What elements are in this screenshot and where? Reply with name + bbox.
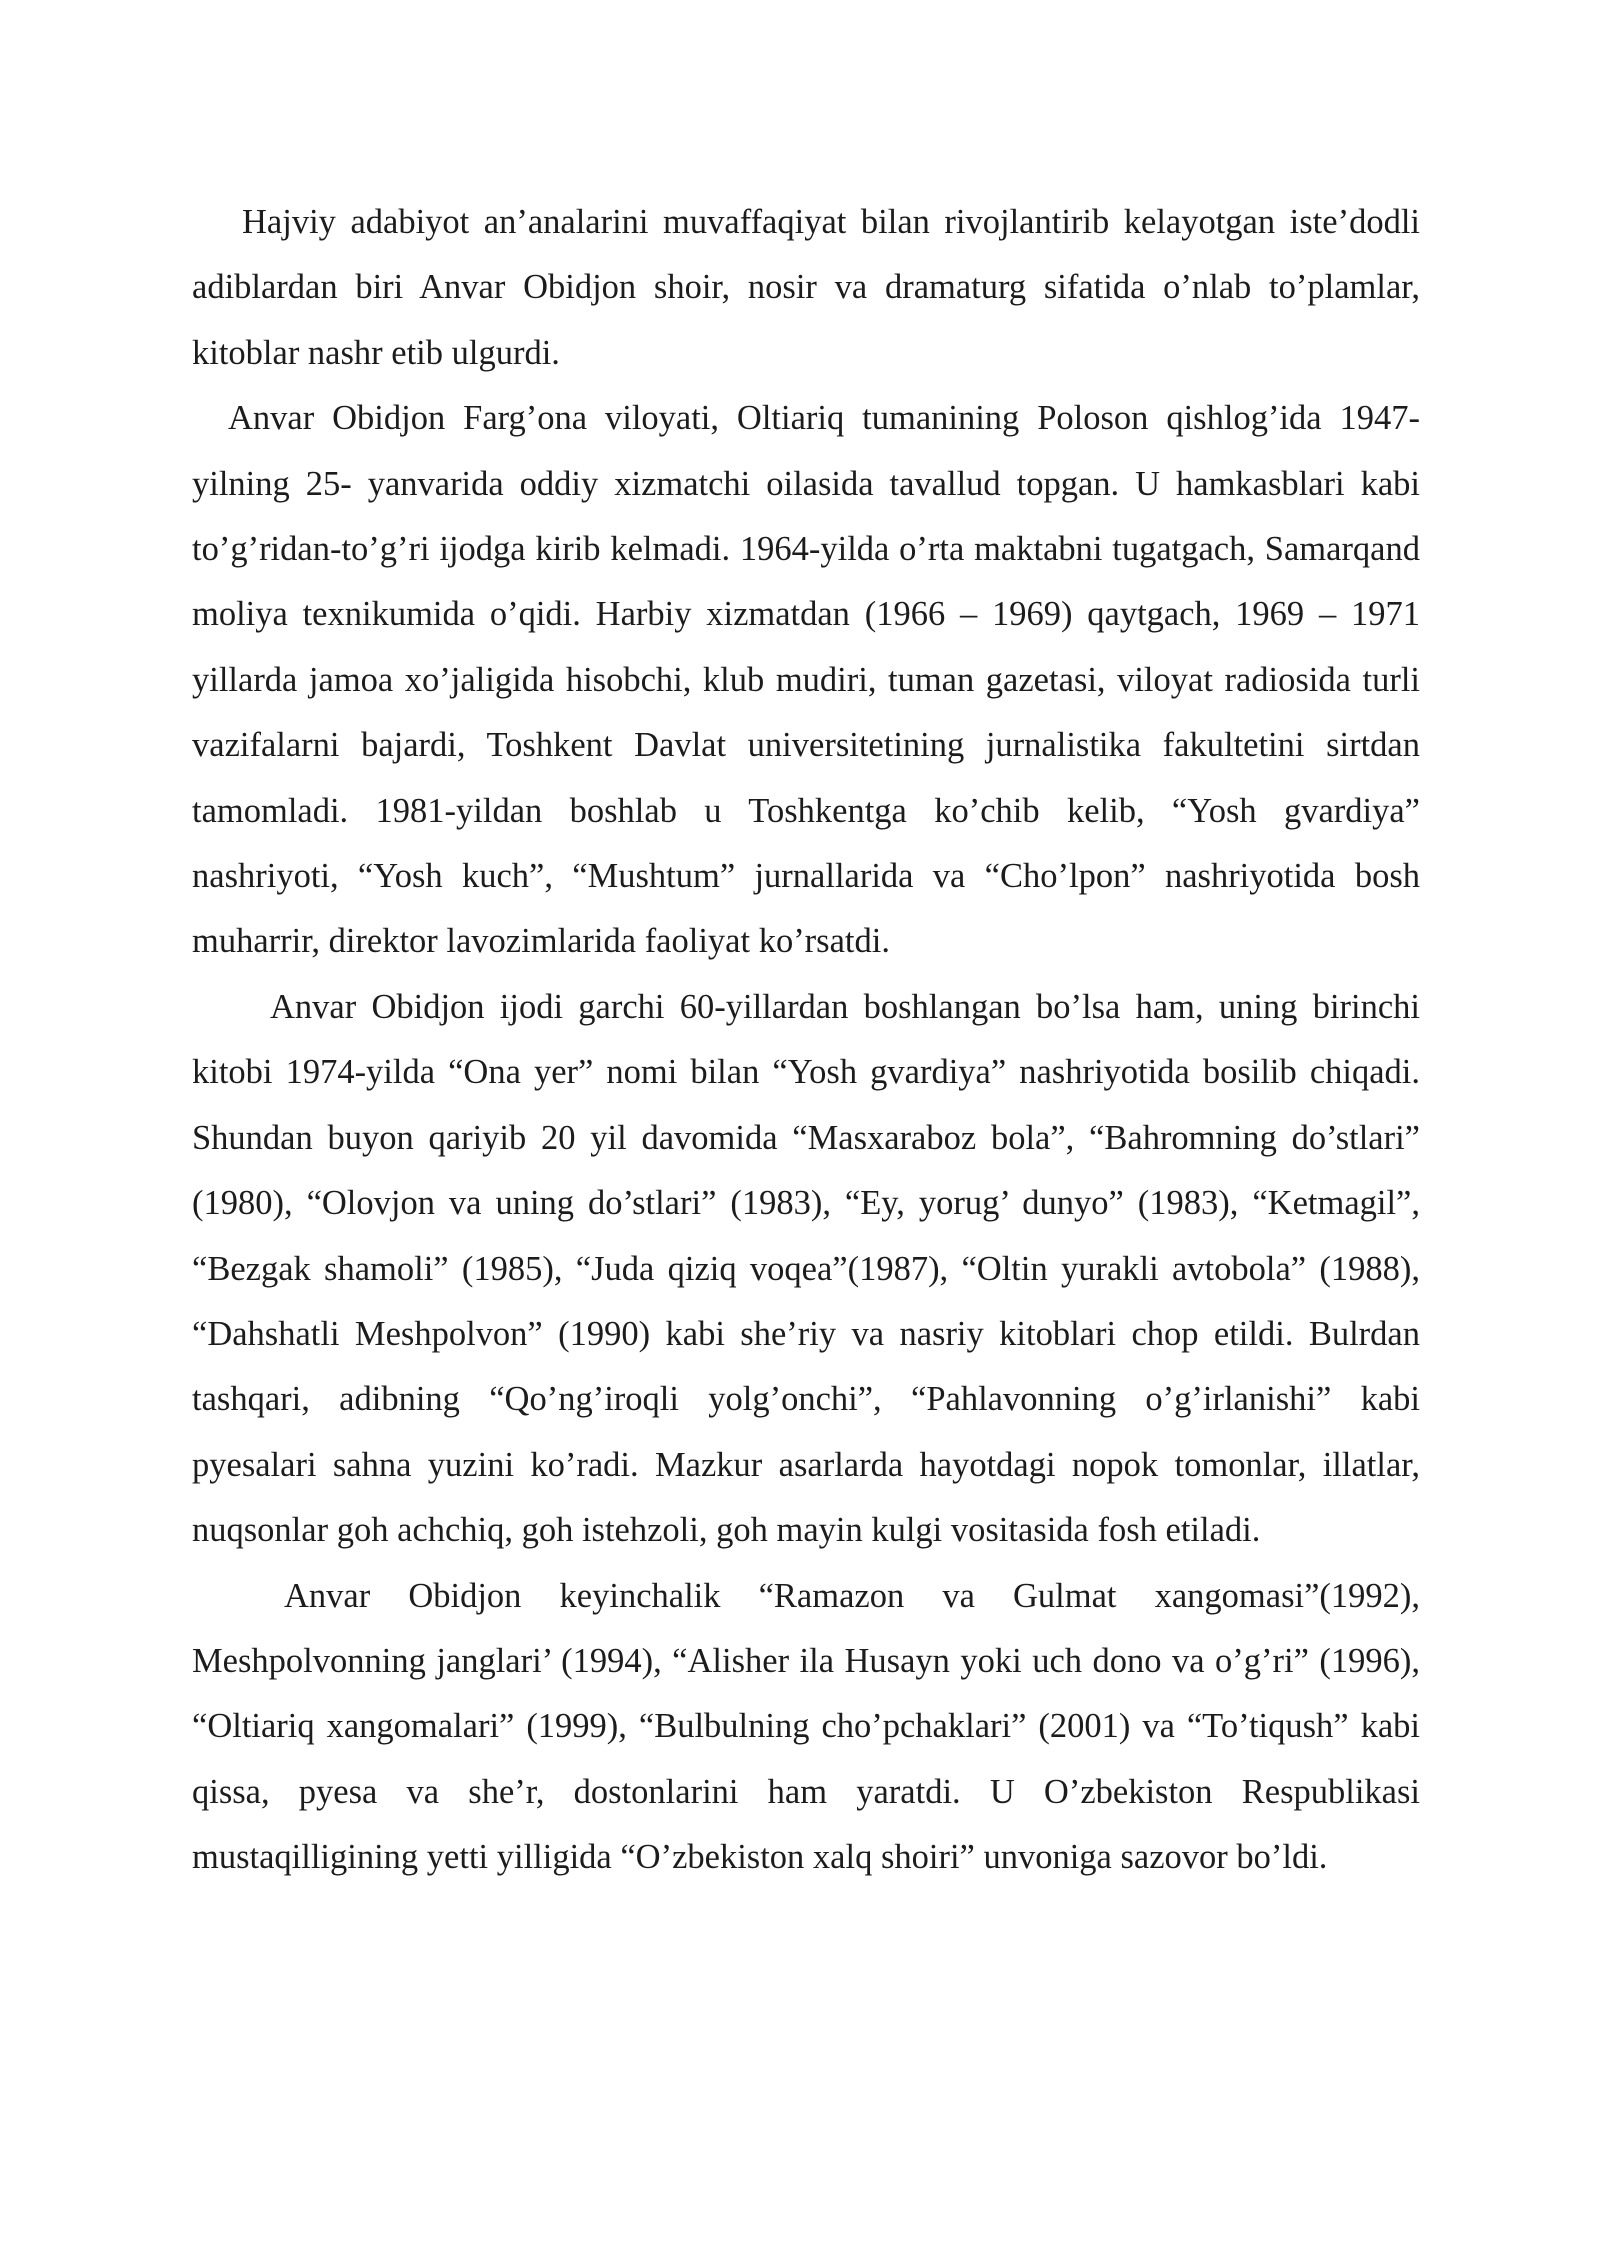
paragraph-intro: Hajviy adabiyot an’analarini muvaffaqiyat bilan rivojlantirib kelayotgan iste’dodli adiblardan biri Anvar Obidjon shoir, nosir va dramaturg sifatida o’nlab to’plamlar, kitoblar nashr etib ulgurdi.	[192, 203, 1420, 372]
paragraph-early-works: Anvar Obidjon ijodi garchi 60-yillardan boshlangan bo’lsa ham, uning birinchi kitobi 1974-yilda “Ona yer” nomi bilan “Yosh gvardiya” nashriyotida bosilib chiqadi. Shundan buyon qariyib 20 yil davomida “Masxaraboz bola”, “Bahromning do’stlari” (1980), “Olovjon va uning do’stlari” (1983), “Ey, yorug’ dunyo” (1983), “Ketmagil”, “Bezgak shamoli” (1985), “Juda qiziq voqea”(1987), “Oltin yurakli avtobola” (1988), “Dahshatli Meshpolvon” (1990) kabi she’riy va nasriy kitoblari chop etildi. Bulrdan tashqari, adibning “Qo’ng’iroqli yolg’onchi”, “Pahlavonning o’g’irlanishi” kabi pyesalari sahna yuzini ko’radi. Mazkur asarlarda hayotdagi nopok tomonlar, illatlar, nuqsonlar goh achchiq, goh istehzoli, goh mayin kulgi vositasida fosh etiladi.	[192, 987, 1420, 1550]
document-page	[192, 190, 1420, 1891]
paragraph-biography: Anvar Obidjon Farg’ona viloyati, Oltiariq tumanining Poloson qishlog’ida 1947- yilning 25- yanvarida oddiy xizmatchi oilasida tavallud topgan. U hamkasblari kabi to’g’ridan-to’g’ri ijodga kirib kelmadi. 1964-yilda o’rta maktabni tugatgach, Samarqand moliya texnikumida o’qidi. Harbiy xizmatdan (1966 – 1969) qaytgach, 1969 – 1971 yillarda jamoa xo’jaligida hisobchi, klub mudiri, tuman gazetasi, viloyat radiosida turli vazifalarni bajardi, Toshkent Davlat universitetining jurnalistika fakultetini sirtdan tamomladi. 1981-yildan boshlab u Toshkentga ko’chib kelib, “Yosh gvardiya” nashriyoti, “Yosh kuch”, “Mushtum” jurnallarida va “Cho’lpon” nashriyotida bosh muharrir, direktor lavozimlarida faoliyat ko’rsatdi.	[192, 399, 1420, 961]
paragraph-later-works: Anvar Obidjon keyinchalik “Ramazon va Gulmat xangomasi”(1992), Meshpolvonning janglari’ (1994), “Alisher ila Husayn yoki uch dono va o’g’ri” (1996), “Oltiariq xangomalari” (1999), “Bulbulning cho’pchaklari” (2001) va “To’tiqush” kabi qissa, pyesa va she’r, dostonlarini ham yaratdi. U O’zbekiston Respublikasi mustaqilligining yetti yilligida “O’zbekiston xalq shoiri” unvoniga sazovor bo’ldi.	[192, 1576, 1420, 1877]
